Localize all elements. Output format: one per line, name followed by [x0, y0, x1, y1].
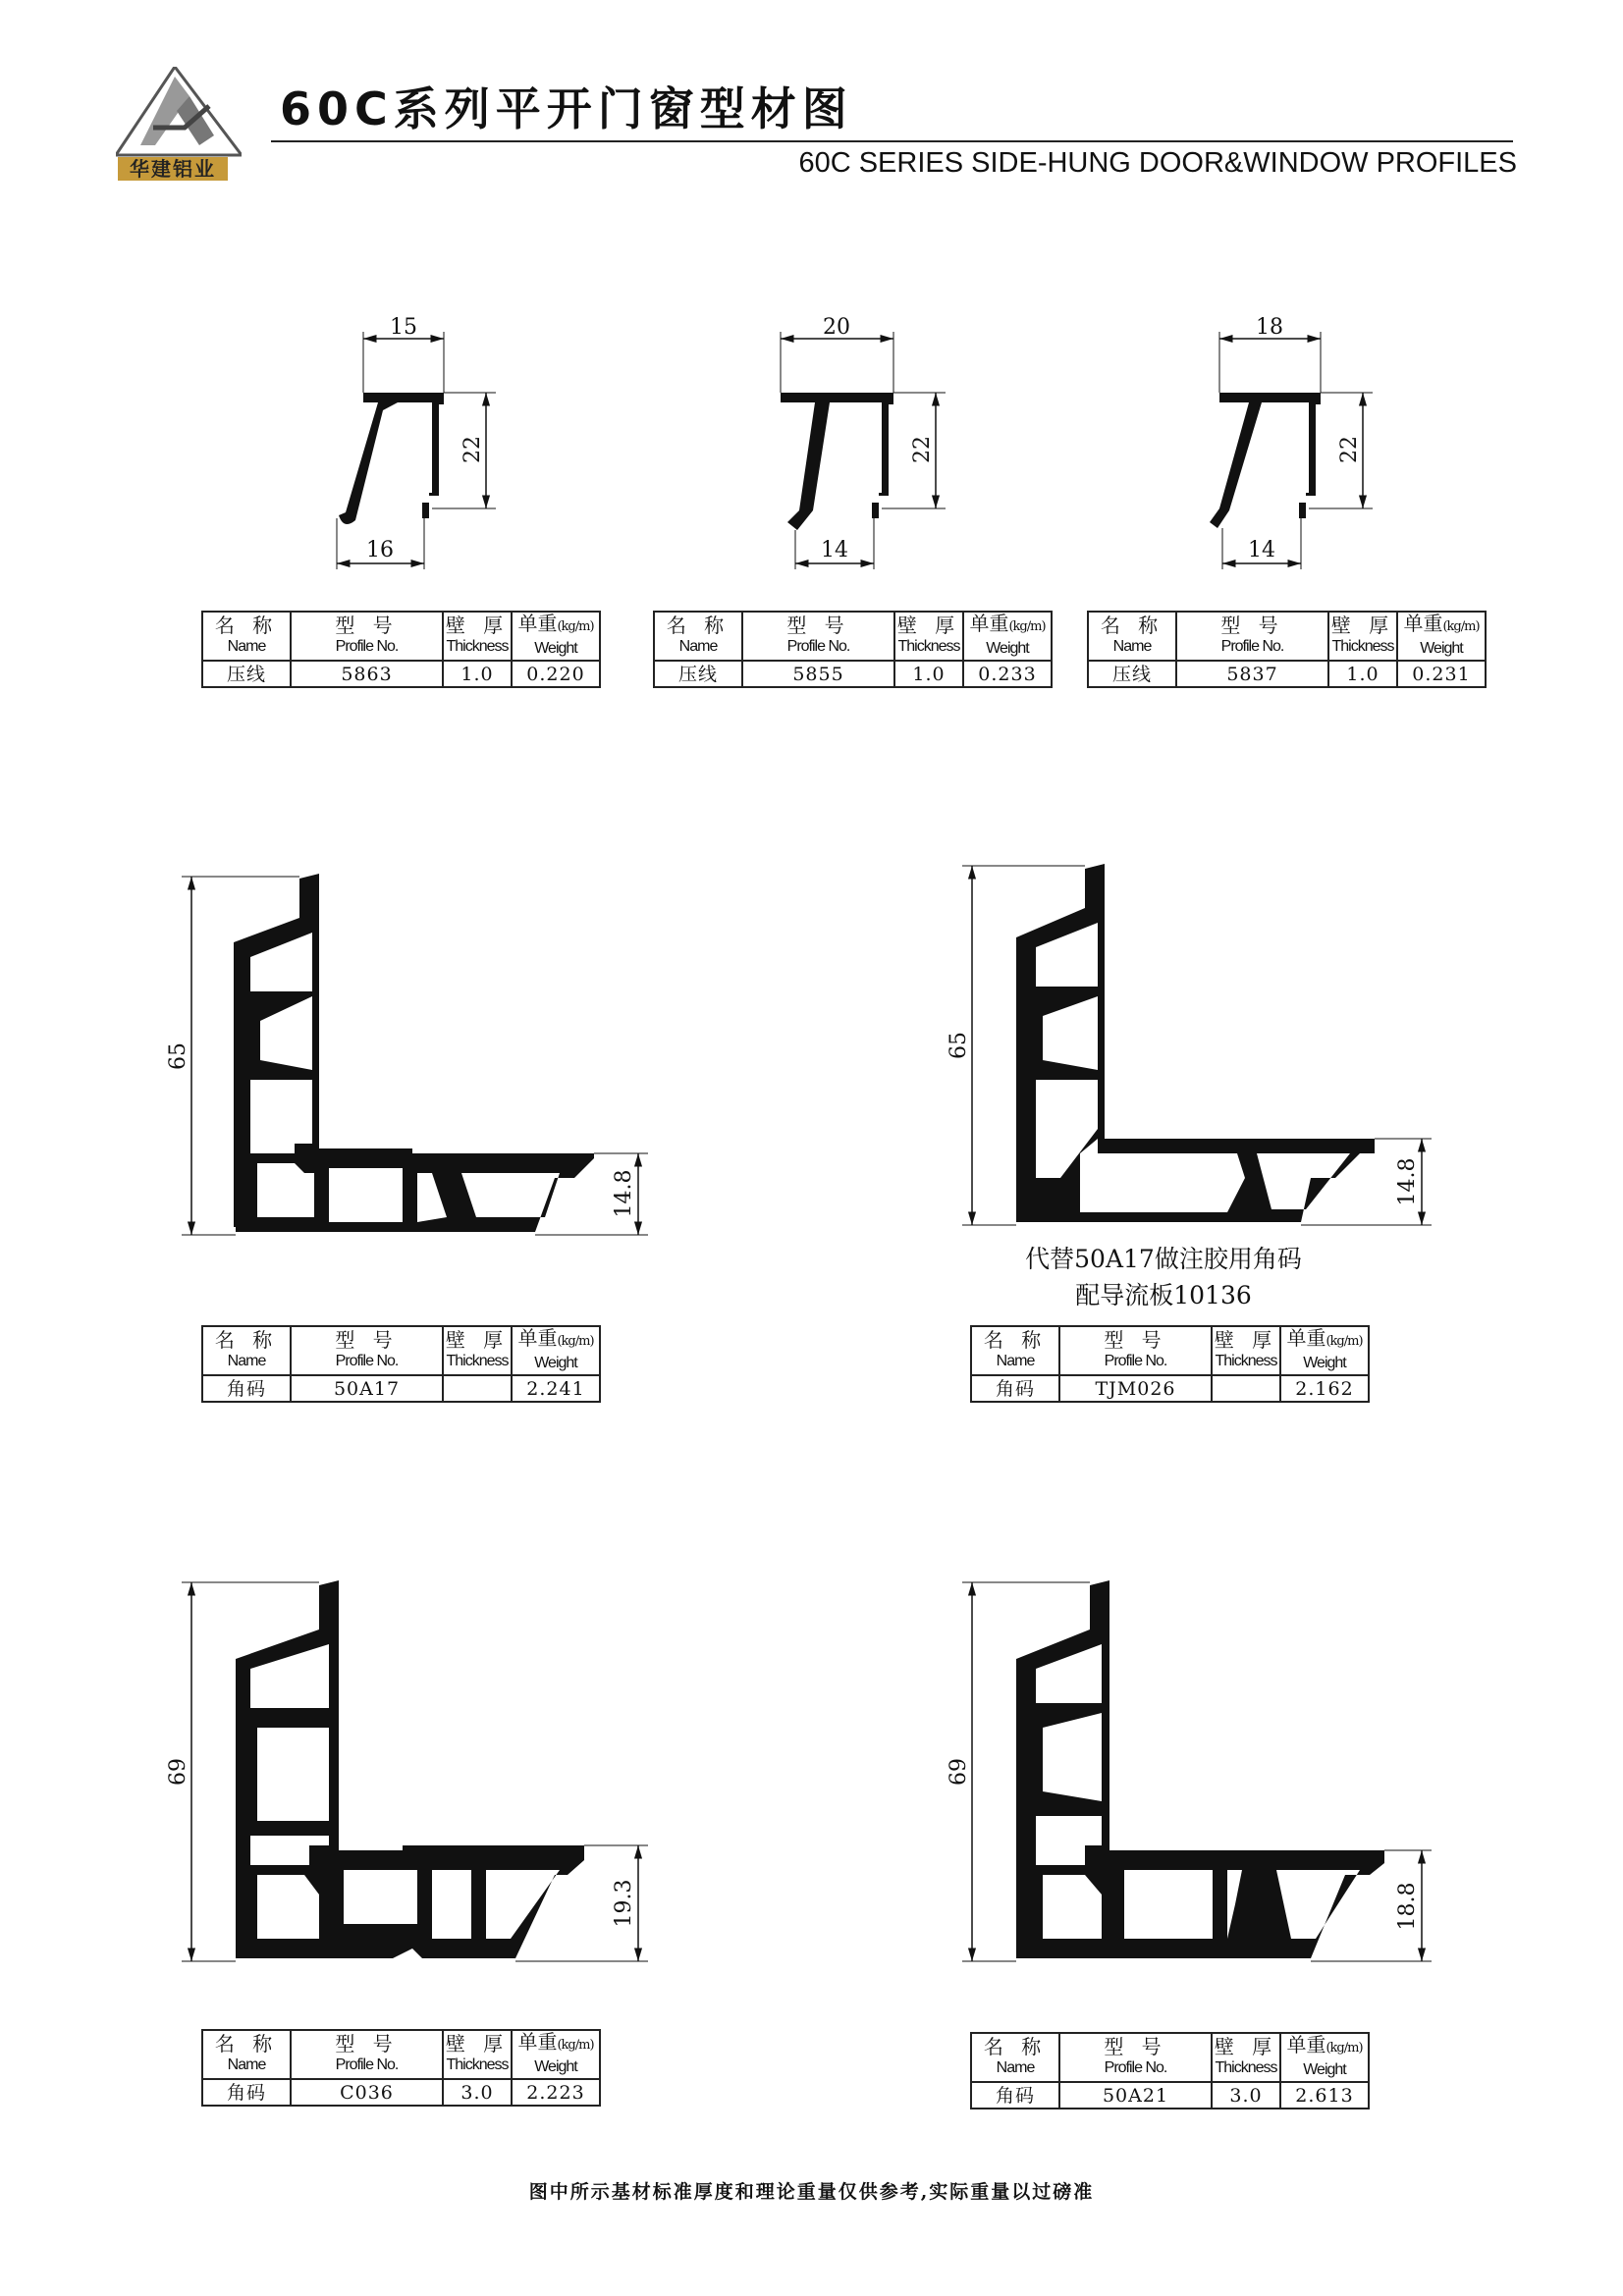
dim-5837-bottom: 14 — [1248, 538, 1275, 562]
header-name: 名 称 Name — [971, 1326, 1059, 1375]
header-thickness: 壁 厚 Thickness — [1212, 2033, 1280, 2082]
cell-thickness: 1.0 — [894, 661, 963, 687]
header-weight: 单重(kg/m) Weight — [512, 612, 600, 661]
header-weight: 单重(kg/m) Weight — [1280, 2033, 1369, 2082]
header-weight: 单重(kg/m) Weight — [963, 612, 1052, 661]
tjm026-note-line2: 配导流板10136 — [1075, 1281, 1252, 1309]
cell-weight: 2.241 — [512, 1375, 600, 1402]
cell-weight: 0.220 — [512, 661, 600, 687]
header-weight: 单重(kg/m) Weight — [1280, 1326, 1369, 1375]
header-weight: 单重(kg/m) Weight — [1397, 612, 1486, 661]
page-subtitle: 60C SERIES SIDE-HUNG DOOR&WINDOW PROFILES — [798, 147, 1517, 179]
dim-5837-top: 18 — [1256, 315, 1283, 340]
cell-name: 压线 — [1088, 661, 1176, 687]
dim-50A21-height: 69 — [947, 1758, 971, 1786]
header-name: 名 称 Name — [202, 2030, 291, 2079]
dim-5863-height: 22 — [460, 436, 485, 463]
cell-thickness — [1212, 1375, 1280, 1402]
cell-profile-no: TJM026 — [1059, 1375, 1212, 1402]
cell-name: 压线 — [202, 661, 291, 687]
cell-thickness: 1.0 — [443, 661, 512, 687]
cell-weight: 0.233 — [963, 661, 1052, 687]
profile-TJM026-drawing — [947, 864, 1432, 1225]
cell-name: 压线 — [654, 661, 742, 687]
tjm026-note-line1: 代替50A17做注胶用角码 — [1025, 1245, 1302, 1273]
dim-50A21-width: 18.8 — [1395, 1882, 1420, 1931]
dim-50A17-width: 14.8 — [612, 1169, 636, 1218]
dim-5855-top: 20 — [823, 315, 850, 340]
spec-table-TJM026 — [970, 1325, 1370, 1403]
header-thickness: 壁 厚 Thickness — [443, 612, 512, 661]
header-thickness: 壁 厚 Thickness — [1212, 1326, 1280, 1375]
cell-weight: 0.231 — [1397, 661, 1486, 687]
header-thickness: 壁 厚 Thickness — [1328, 612, 1397, 661]
cell-name: 角码 — [971, 1375, 1059, 1402]
dim-5863-bottom: 16 — [366, 538, 394, 562]
dim-5855-height: 22 — [910, 436, 935, 463]
cell-weight: 2.613 — [1280, 2082, 1369, 2109]
cell-thickness: 3.0 — [443, 2079, 512, 2106]
dim-5863-top: 15 — [390, 315, 417, 340]
spec-table-50A21 — [970, 2032, 1370, 2109]
profile-50A17-drawing — [166, 874, 648, 1235]
cell-profile-no: 5863 — [291, 661, 443, 687]
footer-note: 图中所示基材标准厚度和理论重量仅供参考,实际重量以过磅准 — [528, 2181, 1095, 2203]
dim-C036-height: 69 — [166, 1758, 190, 1786]
header-thickness: 壁 厚 Thickness — [894, 612, 963, 661]
dim-C036-width: 19.3 — [612, 1879, 636, 1928]
spec-table-5855 — [653, 611, 1053, 688]
header-name: 名 称 Name — [202, 612, 291, 661]
cell-profile-no: 5837 — [1176, 661, 1328, 687]
cell-thickness — [443, 1375, 512, 1402]
header-thickness: 壁 厚 Thickness — [443, 1326, 512, 1375]
header-weight: 单重(kg/m) Weight — [512, 2030, 600, 2079]
cell-weight: 2.223 — [512, 2079, 600, 2106]
page-title: 60C系列平开门窗型材图 — [280, 82, 853, 135]
dim-5837-height: 22 — [1337, 436, 1362, 463]
header-thickness: 壁 厚 Thickness — [443, 2030, 512, 2079]
header-profile: 型 号 Profile No. — [1059, 1326, 1212, 1375]
header-profile: 型 号 Profile No. — [1176, 612, 1328, 661]
header-weight: 单重(kg/m) Weight — [512, 1326, 600, 1375]
cell-profile-no: 5855 — [742, 661, 894, 687]
spec-table-50A17 — [201, 1325, 601, 1403]
profile-C036-drawing — [166, 1580, 648, 1961]
header-profile: 型 号 Profile No. — [291, 612, 443, 661]
dim-TJM026-width: 14.8 — [1395, 1157, 1420, 1206]
cell-name: 角码 — [971, 2082, 1059, 2109]
header-name: 名 称 Name — [971, 2033, 1059, 2082]
header-profile: 型 号 Profile No. — [291, 2030, 443, 2079]
spec-table-5837 — [1087, 611, 1487, 688]
header-name: 名 称 Name — [654, 612, 742, 661]
cell-name: 角码 — [202, 1375, 291, 1402]
header-profile: 型 号 Profile No. — [1059, 2033, 1212, 2082]
dim-50A17-height: 65 — [166, 1042, 190, 1070]
cell-thickness: 3.0 — [1212, 2082, 1280, 2109]
header-profile: 型 号 Profile No. — [742, 612, 894, 661]
profile-5837-drawing — [1210, 315, 1373, 569]
profile-5855-drawing — [781, 315, 946, 569]
cell-profile-no: 50A17 — [291, 1375, 443, 1402]
spec-table-C036 — [201, 2029, 601, 2107]
header-profile: 型 号 Profile No. — [291, 1326, 443, 1375]
cell-name: 角码 — [202, 2079, 291, 2106]
header-name: 名 称 Name — [1088, 612, 1176, 661]
cell-weight: 2.162 — [1280, 1375, 1369, 1402]
logo-text: 华建铝业 — [118, 157, 228, 181]
cell-profile-no: 50A21 — [1059, 2082, 1212, 2109]
cell-profile-no: C036 — [291, 2079, 443, 2106]
profile-5863-drawing — [337, 315, 496, 569]
header-name: 名 称 Name — [202, 1326, 291, 1375]
cell-thickness: 1.0 — [1328, 661, 1397, 687]
profile-50A21-drawing — [947, 1580, 1432, 1961]
dim-5855-bottom: 14 — [821, 538, 848, 562]
dim-TJM026-height: 65 — [947, 1032, 971, 1059]
spec-table-5863 — [201, 611, 601, 688]
